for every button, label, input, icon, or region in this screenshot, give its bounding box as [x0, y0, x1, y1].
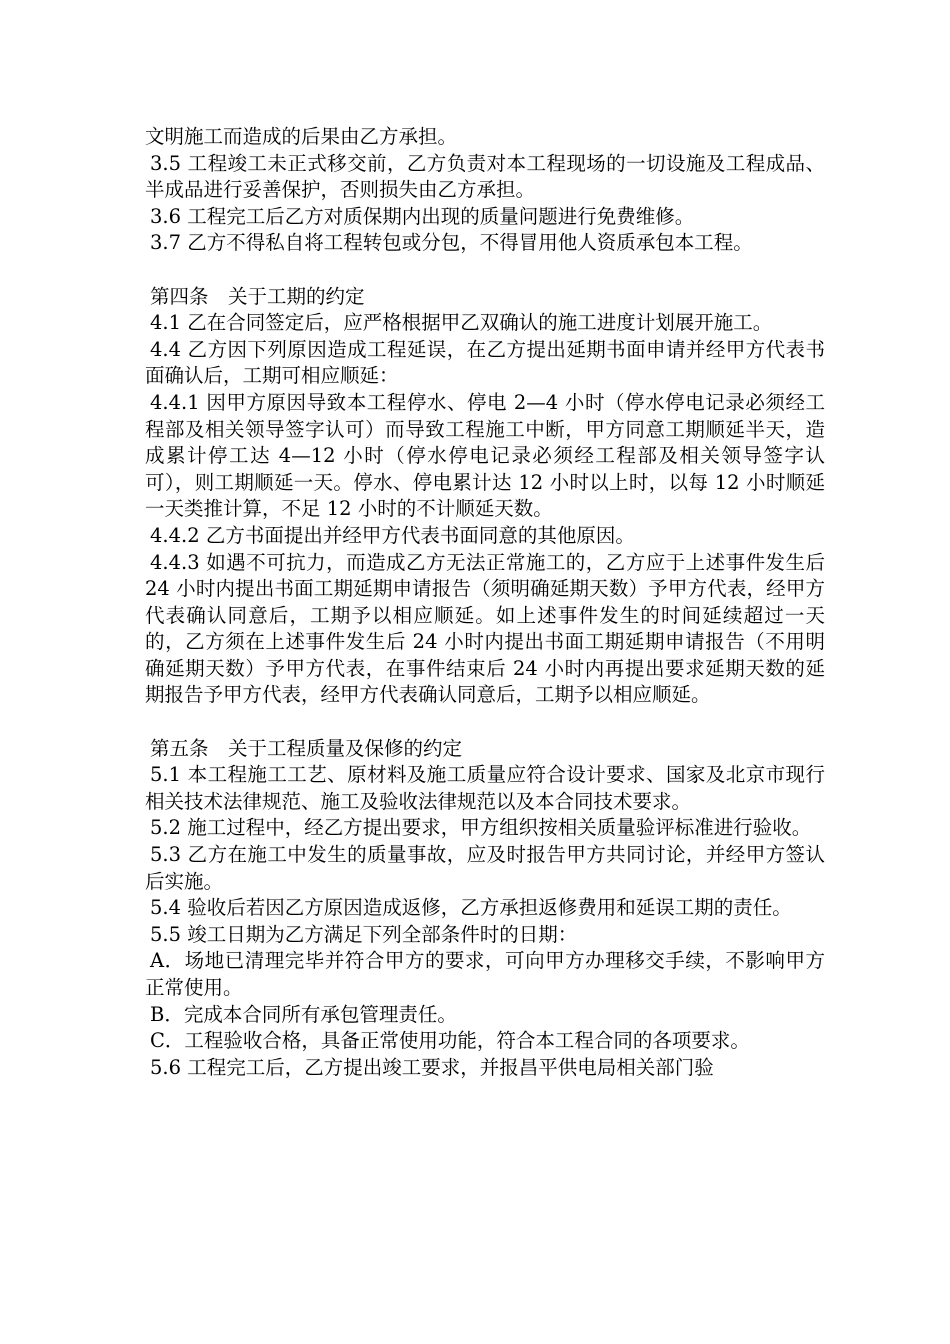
- clause-paragraph: 5.3 乙方在施工中发生的质量事故，应及时报告甲方共同讨论，并经甲方签认后实施。: [145, 843, 825, 893]
- clause-paragraph: 4.4 乙方因下列原因造成工程延误，在乙方提出延期书面申请并经甲方代表书面确认后，工期可相应顺延：: [145, 337, 825, 388]
- clause-paragraph: 3.6 工程完工后乙方对质保期内出现的质量问题进行免费维修。: [150, 204, 695, 228]
- clause-paragraph: 3.5 工程竣工未正式移交前，乙方负责对本工程现场的一切设施及工程成品、半成品进行妥善保护，否则损失由乙方承担。: [145, 151, 825, 202]
- section-heading: 第五条 关于工程质量及保修的约定: [150, 736, 463, 760]
- clause-paragraph: 5.2 施工过程中，经乙方提出要求，甲方组织按相关质量验评标准进行验收。: [150, 816, 812, 840]
- clause-paragraph: 4.4.1 因甲方原因导致本工程停水、停电 2—4 小时（停水停电记录必须经工程部及相关领导签字认可）而导致工程施工中断，甲方同意工期顺延半天，造成累计停工达 4—12 小时（停水停电记录必须经工程部及相关领导签字认可），则工期顺延一天。停水、停电累计达 12 小时以上时，以每 12 小时顺延一天类推计算，不足 12 小时的不计顺延天数。: [145, 390, 825, 521]
- clause-paragraph: 4.4.2 乙方书面提出并经甲方代表书面同意的其他原因。: [150, 523, 635, 547]
- clause-paragraph: 5.1 本工程施工工艺、原材料及施工质量应符合设计要求、国家及北京市现行相关技术法律规范、施工及验收法律规范以及本合同技术要求。: [145, 763, 825, 813]
- clause-paragraph: 5.5 竣工日期为乙方满足下列全部条件时的日期：: [150, 922, 578, 946]
- clause-paragraph: 5.4 验收后若因乙方原因造成返修，乙方承担返修费用和延误工期的责任。: [150, 896, 792, 920]
- section-heading: 第四条 关于工期的约定: [150, 284, 365, 308]
- clause-paragraph: 3.7 乙方不得私自将工程转包或分包，不得冒用他人资质承包本工程。: [150, 231, 753, 255]
- clause-paragraph: B．完成本合同所有承包管理责任。: [150, 1002, 457, 1026]
- clause-paragraph: 文明施工而造成的后果由乙方承担。: [145, 125, 458, 148]
- clause-paragraph: 5.6 工程完工后，乙方提出竣工要求，并报昌平供电局相关部门验: [150, 1055, 714, 1079]
- blank-line: [145, 709, 825, 736]
- clause-paragraph: A．场地已清理完毕并符合甲方的要求，可向甲方办理移交手续，不影响甲方正常使用。: [145, 949, 825, 999]
- clause-paragraph: 4.4.3 如遇不可抗力，而造成乙方无法正常施工的，乙方应于上述事件发生后 24 小时内提出书面工期延期申请报告（须明确延期天数）予甲方代表，经甲方代表确认同意后，工期予以相应顺延。如上述事件发生的时间延续超过一天的，乙方须在上述事件发生后 24 小时内提出书面工期延期申请报告（不用明确延期天数）予甲方代表，在事件结束后 24 小时内再提出要求延期天数的延期报告予甲方代表，经甲方代表确认同意后，工期予以相应顺延。: [145, 550, 825, 707]
- document-body: [145, 124, 825, 1081]
- blank-line: [145, 257, 825, 284]
- clause-paragraph: C．工程验收合格，具备正常使用功能，符合本工程合同的各项要求。: [150, 1029, 750, 1053]
- clause-paragraph: 4.1 乙在合同签定后，应严格根据甲乙双确认的施工进度计划展开施工。: [150, 311, 773, 335]
